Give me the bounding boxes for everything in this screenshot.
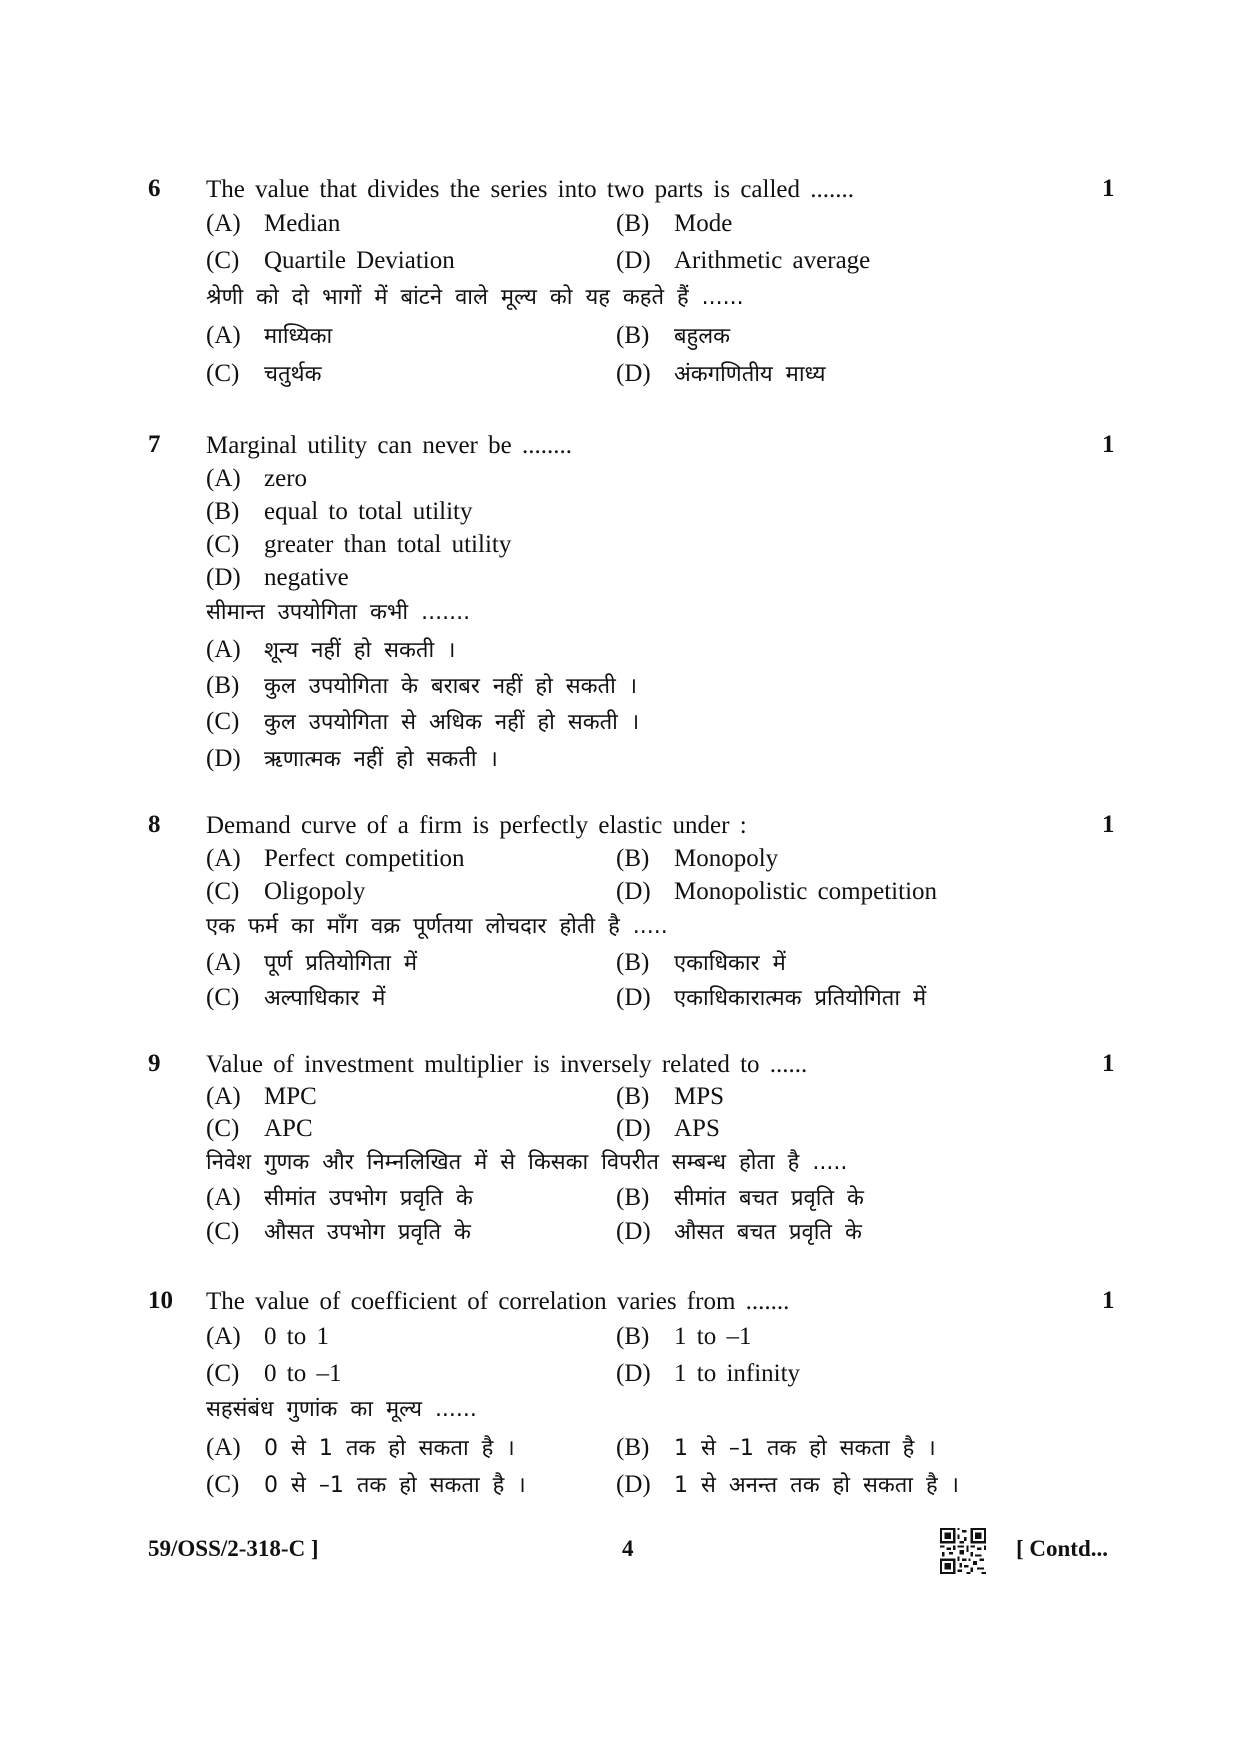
option-c: (C) Quartile Deviation [206, 247, 455, 274]
page-number: 4 [622, 1536, 634, 1561]
question-text-hindi: एक फर्म का माँग वक्र पूर्णतया लोचदार होती है ..... [206, 914, 668, 939]
question-text: Marginal utility can never be ........ [206, 432, 572, 459]
question-marks: 1 [1102, 1050, 1115, 1077]
option-b-hindi: (B) बहुलक [616, 322, 731, 349]
question-text: The value that divides the series into two parts is called ....... [206, 176, 855, 203]
option-b: (B) equal to total utility [206, 498, 473, 525]
option-a: (A) MPC [206, 1083, 317, 1110]
option-d: (D) APS [616, 1115, 720, 1142]
option-d: (D) 1 to infinity [616, 1360, 801, 1387]
option-a-hindi: (A) 0 से 1 तक हो सकता है । [206, 1434, 515, 1461]
option-c-hindi: (C) औसत उपभोग प्रवृति के [206, 1218, 471, 1245]
question-number: 10 [148, 1287, 173, 1314]
question-text-hindi: सीमान्त उपयोगिता कभी ....... [206, 600, 471, 625]
option-a: (A) 0 to 1 [206, 1323, 329, 1350]
question-number: 8 [148, 811, 161, 838]
option-b: (B) MPS [616, 1083, 725, 1110]
option-c-hindi: (C) 0 से –1 तक हो सकता है । [206, 1471, 526, 1498]
option-a: (A) zero [206, 465, 308, 492]
question-text: The value of coefficient of correlation varies from ....... [206, 1288, 790, 1315]
option-c-hindi: (C) कुल उपयोगिता से अधिक नहीं हो सकती । [206, 708, 640, 735]
option-a: (A) Perfect competition [206, 845, 465, 872]
question-marks: 1 [1102, 431, 1115, 458]
option-a: (A) Median [206, 210, 341, 237]
option-b: (B) Mode [616, 210, 733, 237]
question-text-hindi: निवेश गुणक और निम्नलिखित में से किसका विपरीत सम्बन्ध होता है ..... [206, 1150, 848, 1175]
option-d-hindi: (D) औसत बचत प्रवृति के [616, 1218, 862, 1245]
paper-code: 59/OSS/2-318-C ] [148, 1536, 319, 1561]
option-d-hindi: (D) अंकगणितीय माध्य [616, 360, 826, 387]
question-number: 6 [148, 175, 161, 202]
option-d: (D) Arithmetic average [616, 247, 871, 274]
option-c: (C) 0 to –1 [206, 1360, 342, 1387]
question-text-hindi: सहसंबंध गुणांक का मूल्य ...... [206, 1397, 477, 1422]
option-a-hindi: (A) सीमांत उपभोग प्रवृति के [206, 1184, 473, 1211]
option-d-hindi: (D) एकाधिकारात्मक प्रतियोगिता में [616, 984, 927, 1011]
question-number: 7 [148, 431, 161, 458]
option-d: (D) negative [206, 564, 349, 591]
question-marks: 1 [1102, 1287, 1115, 1314]
option-c: (C) APC [206, 1115, 313, 1142]
page-footer [0, 1528, 1240, 1578]
option-c: (C) greater than total utility [206, 531, 512, 558]
question-text-hindi: श्रेणी को दो भागों में बांटने वाले मूल्य को यह कहते हैं ...... [206, 285, 744, 310]
option-b-hindi: (B) 1 से –1 तक हो सकता है । [616, 1434, 936, 1461]
option-b: (B) 1 to –1 [616, 1323, 752, 1350]
option-a-hindi: (A) माध्यिका [206, 322, 333, 349]
continued-label: [ Contd... [1016, 1536, 1109, 1561]
option-b-hindi: (B) एकाधिकार में [616, 949, 786, 976]
option-b: (B) Monopoly [616, 845, 779, 872]
option-a-hindi: (A) शून्य नहीं हो सकती । [206, 636, 456, 663]
question-text: Value of investment multiplier is inversely related to ...... [206, 1051, 808, 1078]
option-b-hindi: (B) सीमांत बचत प्रवृति के [616, 1184, 864, 1211]
question-number: 9 [148, 1050, 161, 1077]
option-a-hindi: (A) पूर्ण प्रतियोगिता में [206, 949, 418, 976]
option-b-hindi: (B) कुल उपयोगिता के बराबर नहीं हो सकती । [206, 672, 638, 699]
option-c-hindi: (C) अल्पाधिकार में [206, 984, 386, 1011]
option-d-hindi: (D) 1 से अनन्त तक हो सकता है । [616, 1471, 959, 1498]
question-marks: 1 [1102, 175, 1115, 202]
option-d: (D) Monopolistic competition [616, 878, 938, 905]
option-d-hindi: (D) ऋणात्मक नहीं हो सकती । [206, 745, 498, 772]
option-c: (C) Oligopoly [206, 878, 366, 905]
question-text: Demand curve of a firm is perfectly elastic under : [206, 812, 747, 839]
question-marks: 1 [1102, 811, 1115, 838]
option-c-hindi: (C) चतुर्थक [206, 360, 322, 387]
qr-code-icon [940, 1528, 986, 1574]
